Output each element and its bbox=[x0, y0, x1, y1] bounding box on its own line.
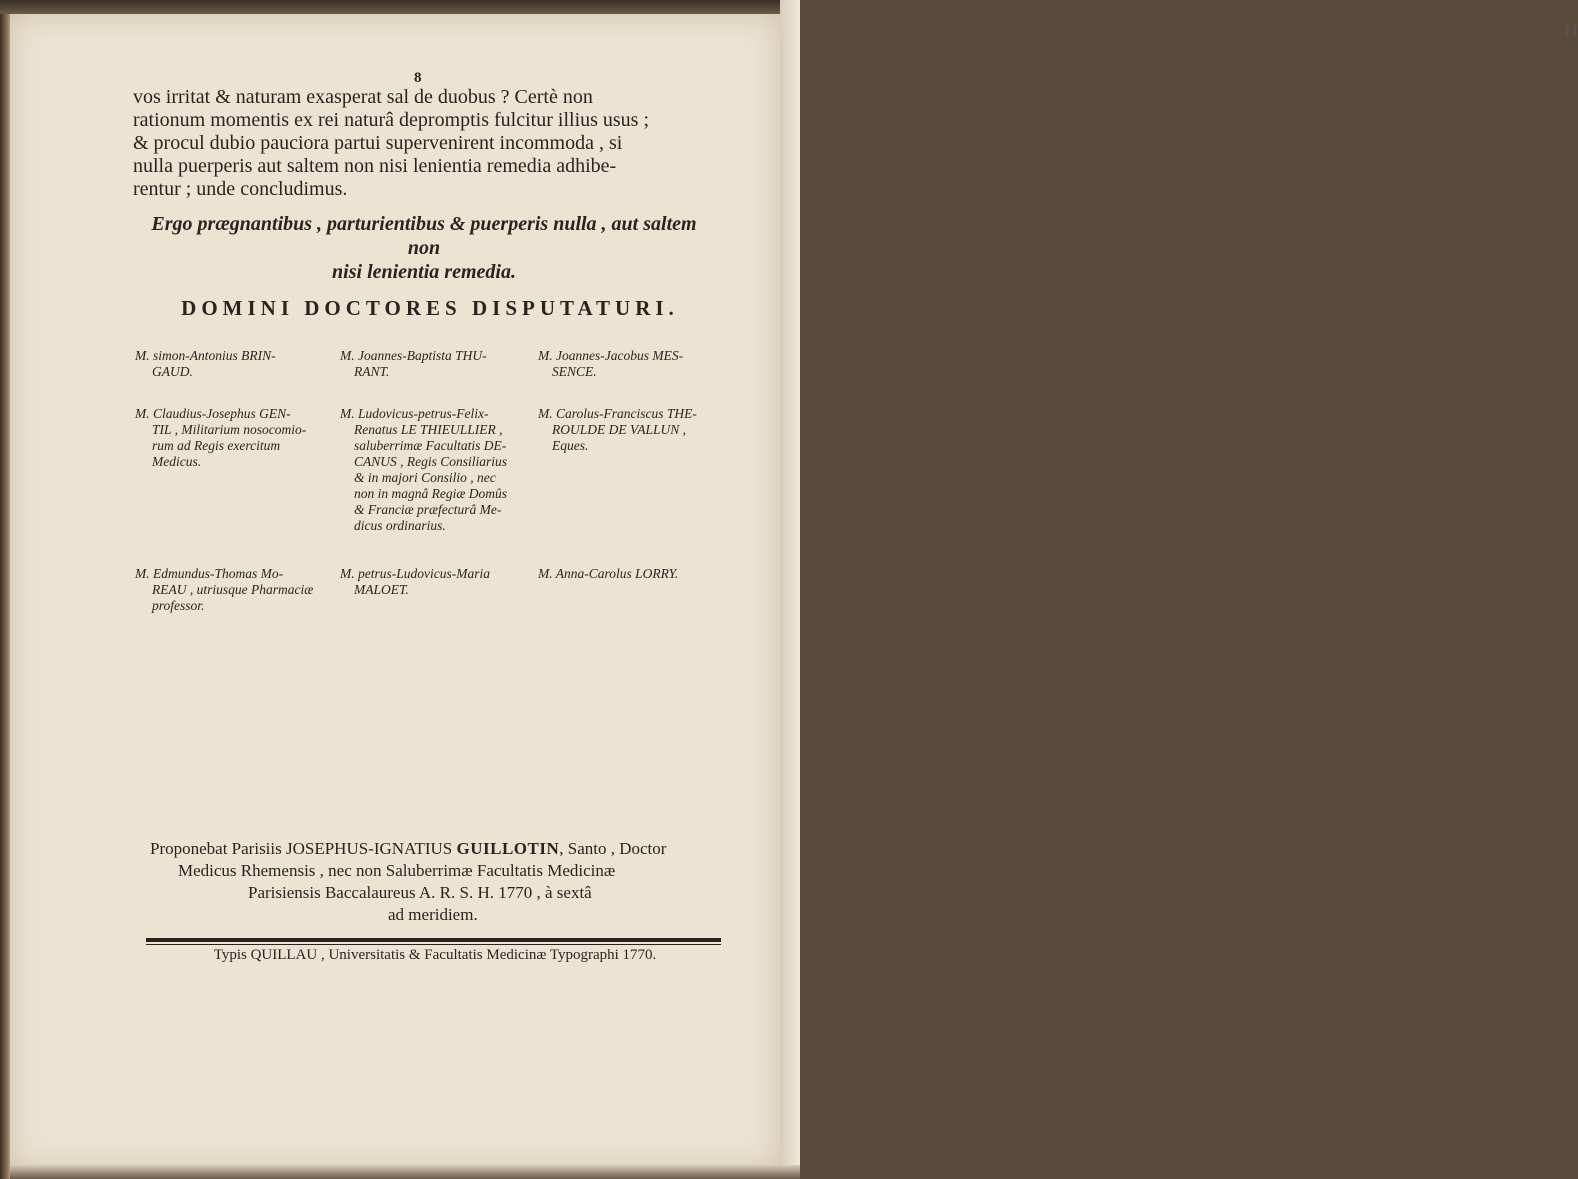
doctor-line: RANT. bbox=[354, 364, 390, 379]
body-text bbox=[133, 86, 715, 201]
doctor-line: non in magnâ Regiæ Domûs bbox=[354, 486, 507, 501]
page-number: 8 bbox=[414, 70, 422, 86]
doctor-line: SENCE. bbox=[552, 364, 597, 379]
book-top-edge bbox=[0, 0, 800, 14]
printer-imprint: Typis QUILLAU , Universitatis & Facultatis Medicinæ Typographi 1770. bbox=[213, 947, 657, 963]
doctor-line: Eques. bbox=[552, 438, 589, 453]
colophon-line: Parisiensis Baccalaureus A. R. S. H. 1770 , à sextâ bbox=[248, 883, 592, 902]
doctor-line: GAUD. bbox=[152, 364, 193, 379]
doctor-line: M. Edmundus-Thomas Mo- bbox=[135, 566, 284, 581]
colophon-text: , Santo , Doctor bbox=[559, 839, 667, 858]
doctor-line: M. Carolus-Franciscus THE- bbox=[538, 406, 697, 421]
doctor-line: M. Claudius-Josephus GEN- bbox=[135, 406, 291, 421]
doctor-line: & Franciæ præfecturâ Me- bbox=[354, 502, 502, 517]
doctor-line: M. simon-Antonius BRIN- bbox=[135, 348, 276, 363]
doctor-entry bbox=[135, 406, 315, 470]
doctor-entry bbox=[340, 566, 520, 598]
conclusion-line: Ergo prægnantibus , parturientibus & puerperis nulla , aut saltem non bbox=[151, 213, 697, 259]
book-bottom-edge bbox=[10, 1165, 800, 1179]
doctor-line: saluberrimæ Facultatis DE- bbox=[354, 438, 507, 453]
doctor-line: M. Joannes-Baptista THU- bbox=[340, 348, 487, 363]
colophon-line bbox=[150, 838, 715, 860]
doctor-entry bbox=[538, 348, 718, 380]
doctor-line: M. Joannes-Jacobus MES- bbox=[538, 348, 684, 363]
body-line: & procul dubio pauciora partui supervenirent incommoda , si bbox=[133, 132, 623, 154]
colophon-text: Proponebat Parisiis bbox=[150, 839, 282, 858]
colophon bbox=[150, 838, 715, 926]
doctors-heading: DOMINI DOCTORES DISPUTATURI. bbox=[181, 296, 679, 320]
doctor-line: ROULDE DE VALLUN , bbox=[552, 422, 687, 437]
doctor-line: MALOET. bbox=[354, 582, 409, 597]
colophon-line: Medicus Rhemensis , nec non Saluberrimæ Facultatis Medicinæ bbox=[178, 861, 616, 880]
margin-mark: H bbox=[1564, 20, 1578, 42]
doctor-entry bbox=[340, 406, 520, 534]
colophon-line: ad meridiem. bbox=[388, 905, 478, 924]
doctor-line: CANUS , Regis Consiliarius bbox=[354, 454, 508, 469]
body-line: vos irritat & naturam exasperat sal de duobus ? Certè non bbox=[133, 86, 593, 108]
body-line: rentur ; unde concludimus. bbox=[133, 178, 348, 200]
doctor-entry bbox=[538, 566, 718, 582]
body-line: rationum momentis ex rei naturâ depromptis fulcitur illius usus ; bbox=[133, 109, 650, 131]
adjacent-page-strip bbox=[780, 0, 1578, 1179]
conclusion bbox=[133, 212, 715, 284]
doctor-line: TIL , Militarium nosocomio- bbox=[152, 422, 307, 437]
doctor-line: professor. bbox=[152, 598, 205, 613]
doctor-line: rum ad Regis exercitum bbox=[152, 438, 281, 453]
author-given-names: JOSEPHUS-IGNATIUS bbox=[286, 839, 453, 858]
doctor-entry bbox=[135, 566, 315, 614]
doctor-entry bbox=[340, 348, 520, 380]
doctor-line: Medicus. bbox=[152, 454, 202, 469]
doctor-line: M. Ludovicus-petrus-Felix- bbox=[340, 406, 489, 421]
author-surname: GUILLOTIN bbox=[456, 839, 560, 858]
doctor-line: Renatus LE THIEULLIER , bbox=[354, 422, 503, 437]
doctor-line: dicus ordinarius. bbox=[354, 518, 446, 533]
doctor-line: M. Anna-Carolus LORRY. bbox=[538, 566, 679, 581]
ornamental-rule bbox=[146, 944, 721, 945]
doctor-line: REAU , utriusque Pharmaciæ bbox=[152, 582, 314, 597]
body-line: nulla puerperis aut saltem non nisi lenientia remedia adhibe- bbox=[133, 155, 617, 177]
doctor-line: & in majori Consilio , nec bbox=[354, 470, 496, 485]
doctor-line: M. petrus-Ludovicus-Maria bbox=[340, 566, 490, 581]
doctor-entry bbox=[135, 348, 315, 380]
ornamental-rule bbox=[146, 938, 721, 942]
conclusion-line: nisi lenientia remedia. bbox=[332, 261, 516, 283]
doctor-entry bbox=[538, 406, 718, 454]
